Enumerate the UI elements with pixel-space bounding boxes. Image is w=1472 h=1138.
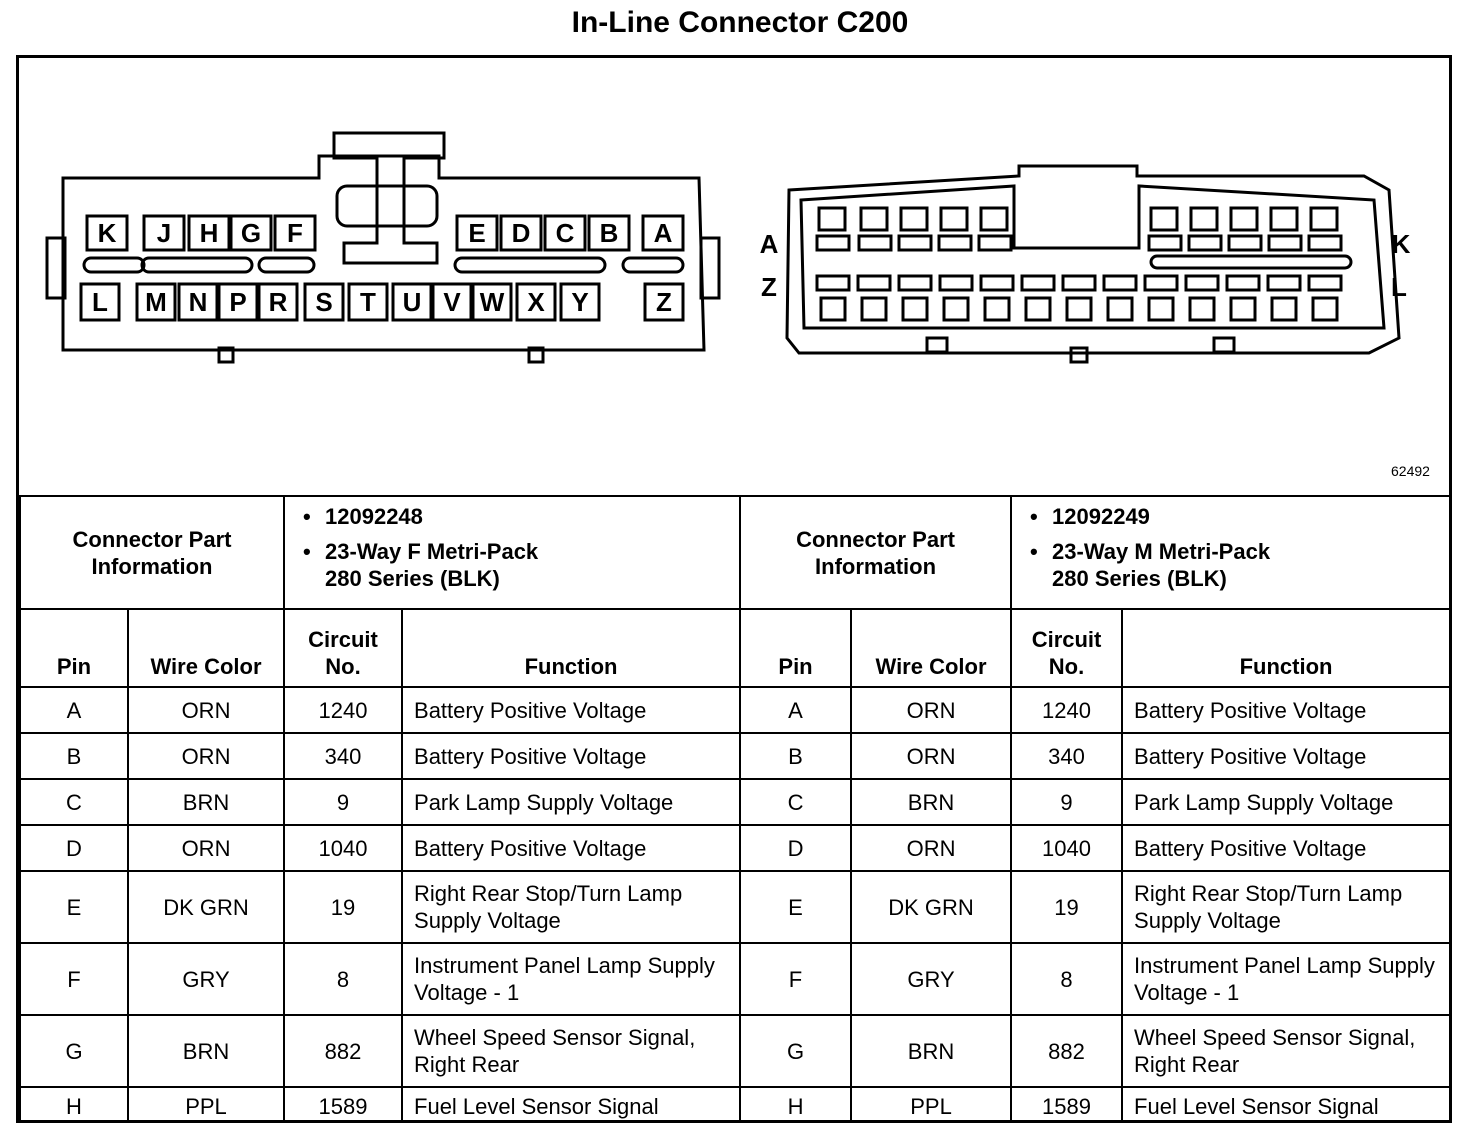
- cell-circuit: 882: [1011, 1015, 1122, 1087]
- pin-terminal: [1271, 208, 1297, 230]
- pin-terminal: [1231, 298, 1255, 320]
- column-header-pin: Pin: [20, 609, 128, 687]
- column-header-wire-color: Wire Color: [128, 609, 284, 687]
- cell-function: Park Lamp Supply Voltage: [402, 779, 740, 825]
- pin-label: U: [402, 287, 422, 317]
- connector-lock-tab: [334, 133, 444, 263]
- pin-terminal: [901, 208, 927, 230]
- pin-row-label: K: [1391, 229, 1411, 259]
- cell-pin: F: [20, 943, 128, 1015]
- column-header-circuit: Circuit No.: [1011, 609, 1122, 687]
- cell-circuit: 19: [284, 871, 402, 943]
- cell-pin: B: [20, 733, 128, 779]
- cell-wire-color: ORN: [128, 687, 284, 733]
- connector-part-info-label: Connector Part Information: [740, 496, 1011, 609]
- pin-terminal-slot: [1309, 236, 1341, 250]
- cell-wire-color: BRN: [851, 1015, 1011, 1087]
- pin-label: Y: [571, 287, 589, 317]
- pin-terminal: [1151, 208, 1177, 230]
- pin-terminal: [1272, 298, 1296, 320]
- pin-label: L: [92, 287, 108, 317]
- pin-label: K: [97, 218, 117, 248]
- cell-function: Park Lamp Supply Voltage: [1122, 779, 1450, 825]
- connector-tab: [927, 338, 947, 352]
- cell-circuit: 19: [1011, 871, 1122, 943]
- pin-label: B: [599, 218, 619, 248]
- cell-circuit: 340: [284, 733, 402, 779]
- cell-function: Instrument Panel Lamp Supply Voltage - 1: [1122, 943, 1450, 1015]
- part-description: • 23-Way F Metri-Pack: [325, 538, 735, 565]
- pin-label: R: [268, 287, 288, 317]
- cell-circuit: 340: [1011, 733, 1122, 779]
- cell-wire-color: DK GRN: [851, 871, 1011, 943]
- cavity-divider: [623, 258, 683, 272]
- pin-row-label: A: [759, 229, 779, 259]
- cell-function: Battery Positive Voltage: [402, 733, 740, 779]
- left-connector-face: [47, 133, 719, 362]
- pin-label: W: [479, 287, 505, 317]
- pin-label: C: [555, 218, 575, 248]
- pin-terminal: [819, 208, 845, 230]
- pin-terminal: [981, 208, 1007, 230]
- connector-tab: [1214, 338, 1234, 352]
- cell-circuit: 1589: [284, 1087, 402, 1123]
- pin-terminal-slot: [817, 276, 849, 290]
- pin-terminal: [1231, 208, 1257, 230]
- pin-terminal: [1313, 298, 1337, 320]
- cell-wire-color: ORN: [851, 733, 1011, 779]
- cell-wire-color: GRY: [128, 943, 284, 1015]
- cell-wire-color: ORN: [851, 825, 1011, 871]
- page-title: In-Line Connector C200: [571, 6, 909, 39]
- pin-terminal: [903, 298, 927, 320]
- cell-pin: C: [740, 779, 851, 825]
- cavity-divider: [455, 258, 605, 272]
- cell-function: Wheel Speed Sensor Signal, Right Rear: [1122, 1015, 1450, 1087]
- cell-wire-color: ORN: [128, 825, 284, 871]
- connector-part-info-label: Connector Part Information: [20, 496, 284, 609]
- pin-terminal: [1311, 208, 1337, 230]
- table-row: [20, 871, 1450, 943]
- cell-function: Instrument Panel Lamp Supply Voltage - 1: [402, 943, 740, 1015]
- table-row: [20, 943, 1450, 1015]
- pin-terminal-slot: [1268, 276, 1300, 290]
- pin-terminal-slot: [1022, 276, 1054, 290]
- cell-function: Right Rear Stop/Turn Lamp Supply Voltage: [1122, 871, 1450, 943]
- connector-key-slot: [337, 186, 437, 226]
- pin-terminal-slot: [979, 236, 1011, 250]
- cell-wire-color: BRN: [128, 1015, 284, 1087]
- pin-label: S: [315, 287, 333, 317]
- cell-circuit: 8: [284, 943, 402, 1015]
- pin-terminal: [861, 208, 887, 230]
- cell-function: Battery Positive Voltage: [1122, 687, 1450, 733]
- pin-terminal-slot: [858, 276, 890, 290]
- pin-terminal-slot: [1145, 276, 1177, 290]
- diagram-frame: [16, 55, 1452, 1123]
- pin-label: N: [188, 287, 208, 317]
- cell-function: Battery Positive Voltage: [1122, 825, 1450, 871]
- pin-terminal: [941, 208, 967, 230]
- column-header-pin: Pin: [740, 609, 851, 687]
- pin-label: F: [287, 218, 303, 248]
- cell-pin: A: [740, 687, 851, 733]
- cavity-divider: [1151, 256, 1351, 268]
- part-description: • 23-Way M Metri-Pack: [1052, 538, 1445, 565]
- pin-terminal-slot: [1227, 276, 1259, 290]
- connector-info-row: [20, 496, 1450, 609]
- cell-wire-color: BRN: [851, 779, 1011, 825]
- pin-terminal: [862, 298, 886, 320]
- table-row: [20, 825, 1450, 871]
- pin-label: V: [443, 287, 461, 317]
- cell-pin: G: [20, 1015, 128, 1087]
- pin-row-label: Z: [761, 272, 777, 302]
- pin-label: M: [145, 287, 167, 317]
- pin-terminal-slot: [1186, 276, 1218, 290]
- cell-pin: G: [740, 1015, 851, 1087]
- pin-terminal-slot: [1229, 236, 1261, 250]
- column-header-function: Function: [1122, 609, 1450, 687]
- pin-terminal-slot: [1149, 236, 1181, 250]
- table-row: [20, 1087, 1450, 1123]
- cell-function: Battery Positive Voltage: [1122, 733, 1450, 779]
- cell-pin: F: [740, 943, 851, 1015]
- part-number: • 12092249: [1052, 503, 1445, 530]
- cell-pin: H: [740, 1087, 851, 1123]
- pin-terminal: [985, 298, 1009, 320]
- cell-pin: A: [20, 687, 128, 733]
- column-header-circuit: Circuit No.: [284, 609, 402, 687]
- cell-pin: C: [20, 779, 128, 825]
- cell-circuit: 9: [284, 779, 402, 825]
- pin-terminal-slot: [1063, 276, 1095, 290]
- pin-label: H: [199, 218, 219, 248]
- pin-terminal: [821, 298, 845, 320]
- cell-function: Wheel Speed Sensor Signal, Right Rear: [402, 1015, 740, 1087]
- cell-pin: D: [20, 825, 128, 871]
- pin-label: T: [360, 287, 376, 317]
- cavity-divider: [84, 258, 144, 272]
- pinout-table: [19, 495, 1451, 1123]
- cell-circuit: 1040: [1011, 825, 1122, 871]
- pin-terminal-slot: [1309, 276, 1341, 290]
- pin-label: P: [229, 287, 247, 317]
- connector-part-info-left: [284, 496, 740, 609]
- pin-terminal: [1108, 298, 1132, 320]
- part-series: 280 Series (BLK): [325, 566, 500, 591]
- cell-circuit: 1040: [284, 825, 402, 871]
- pin-terminal-slot: [899, 276, 931, 290]
- pin-terminal-slot: [939, 236, 971, 250]
- cell-pin: B: [740, 733, 851, 779]
- cell-pin: D: [740, 825, 851, 871]
- cell-pin: H: [20, 1087, 128, 1123]
- cell-wire-color: ORN: [128, 733, 284, 779]
- cell-circuit: 1240: [284, 687, 402, 733]
- pin-terminal: [944, 298, 968, 320]
- pin-label: J: [156, 218, 172, 248]
- cell-wire-color: DK GRN: [128, 871, 284, 943]
- cell-circuit: 1240: [1011, 687, 1122, 733]
- pin-terminal-slot: [859, 236, 891, 250]
- cell-function: Fuel Level Sensor Signal: [402, 1087, 740, 1123]
- pin-terminal-slot: [1104, 276, 1136, 290]
- cell-function: Battery Positive Voltage: [402, 687, 740, 733]
- connector-diagram: [19, 58, 1449, 495]
- pin-terminal: [1190, 298, 1214, 320]
- cell-wire-color: PPL: [128, 1087, 284, 1123]
- pin-terminal: [1067, 298, 1091, 320]
- figure-number: 62492: [1391, 463, 1430, 479]
- pin-terminal-slot: [940, 276, 972, 290]
- cell-wire-color: GRY: [851, 943, 1011, 1015]
- cell-circuit: 9: [1011, 779, 1122, 825]
- cell-circuit: 8: [1011, 943, 1122, 1015]
- column-header-wire-color: Wire Color: [851, 609, 1011, 687]
- pin-terminal: [1149, 298, 1173, 320]
- cell-function: Right Rear Stop/Turn Lamp Supply Voltage: [402, 871, 740, 943]
- cell-circuit: 1589: [1011, 1087, 1122, 1123]
- pin-terminal: [1191, 208, 1217, 230]
- right-connector-face: [760, 166, 1411, 362]
- pin-terminal-slot: [817, 236, 849, 250]
- table-header-row: [20, 609, 1450, 687]
- pin-label: E: [468, 218, 486, 248]
- cavity-divider: [142, 258, 252, 272]
- pin-terminal-slot: [1269, 236, 1301, 250]
- cell-wire-color: ORN: [851, 687, 1011, 733]
- pin-terminal: [1026, 298, 1050, 320]
- table-row: [20, 687, 1450, 733]
- table-row: [20, 733, 1450, 779]
- connector-part-info-right: [1011, 496, 1450, 609]
- cell-pin: E: [20, 871, 128, 943]
- pin-label: D: [511, 218, 531, 248]
- pin-row-label: L: [1391, 272, 1407, 302]
- cell-function: Fuel Level Sensor Signal: [1122, 1087, 1450, 1123]
- cell-circuit: 882: [284, 1015, 402, 1087]
- connector-tab: [1071, 348, 1087, 362]
- cell-pin: E: [740, 871, 851, 943]
- table-row: [20, 779, 1450, 825]
- cell-function: Battery Positive Voltage: [402, 825, 740, 871]
- pin-label: X: [527, 287, 545, 317]
- pin-terminal-slot: [1189, 236, 1221, 250]
- part-series: 280 Series (BLK): [1052, 566, 1227, 591]
- pin-terminal-slot: [899, 236, 931, 250]
- pin-terminal-slot: [981, 276, 1013, 290]
- pin-label: G: [240, 218, 262, 248]
- pin-label: A: [653, 218, 673, 248]
- cavity-divider: [259, 258, 314, 272]
- cell-wire-color: BRN: [128, 779, 284, 825]
- cell-wire-color: PPL: [851, 1087, 1011, 1123]
- pin-label: Z: [656, 287, 672, 317]
- part-number: • 12092248: [325, 503, 735, 530]
- column-header-function: Function: [402, 609, 740, 687]
- table-row: [20, 1015, 1450, 1087]
